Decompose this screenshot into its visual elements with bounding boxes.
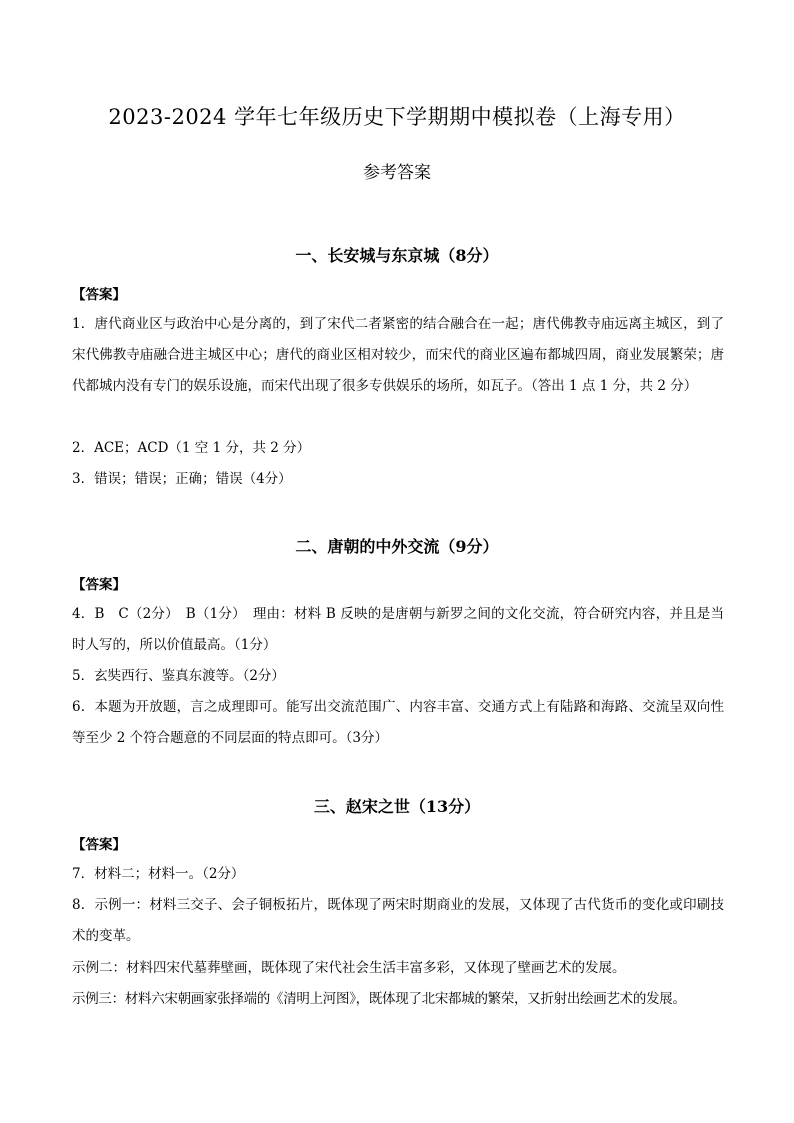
answer-label-2: 【答案】 <box>72 577 126 593</box>
answer-item-5: 5．玄奘西行、鉴真东渡等。（2分） <box>72 668 285 684</box>
answer-item-3: 3．错误；错误；正确；错误（4分） <box>72 471 292 487</box>
answer-item-4: 4．B C（2分） B（1分） 理由：材料 B 反映的是唐朝与新罗之间的文化交流，符合研究内容，并且是当时人写的，所以价值最高。（1分） <box>72 606 724 653</box>
answer-item-2: 2．ACE；ACD（1 空 1 分，共 2 分） <box>72 440 311 456</box>
section-heading-1: 一、长安城与东京城（8分） <box>295 246 499 265</box>
answer-item-8-example-3: 示例三：材料六宋朝画家张择端的《清明上河图》，既体现了北宋都城的繁荣，又折射出绘画艺术的发展。 <box>72 991 686 1007</box>
answer-label-1: 【答案】 <box>72 287 126 303</box>
document-subtitle: 参考答案 <box>363 163 431 183</box>
section-heading-3: 三、赵宋之世（13分） <box>313 797 481 816</box>
answer-label-3: 【答案】 <box>72 837 126 853</box>
answer-item-1: 1．唐代商业区与政治中心是分离的，到了宋代二者紧密的结合融合在一起；唐代佛教寺庙远离主城区，到了宋代佛教寺庙融合进主城区中心；唐代的商业区相对较少，而宋代的商业区遍布都城四周，商业发展繁荣；唐代都城内没有专门的娱乐设施，而宋代出现了很多专供娱乐的场所，如瓦子。（答出 1 点 1 分，共 2 分） <box>72 316 724 394</box>
section-heading-2: 二、唐朝的中外交流（9分） <box>295 537 499 556</box>
document-title: 2023-2024 学年七年级历史下学期期中模拟卷（上海专用） <box>108 105 686 129</box>
answer-item-7: 7．材料二；材料一。（2分） <box>72 866 245 882</box>
answer-item-6: 6．本题为开放题，言之成理即可。能写出交流范围广、内容丰富、交通方式上有陆路和海路、交流呈双向性等至少 2 个符合题意的不同层面的特点即可。（3分） <box>72 699 724 746</box>
answer-item-8: 8．示例一：材料三交子、会子铜板拓片，既体现了两宋时期商业的发展，又体现了古代货币的变化或印刷技术的变革。 <box>72 897 724 944</box>
answer-item-8-example-2: 示例二：材料四宋代墓葬壁画，既体现了宋代社会生活丰富多彩，又体现了壁画艺术的发展。 <box>72 960 626 976</box>
